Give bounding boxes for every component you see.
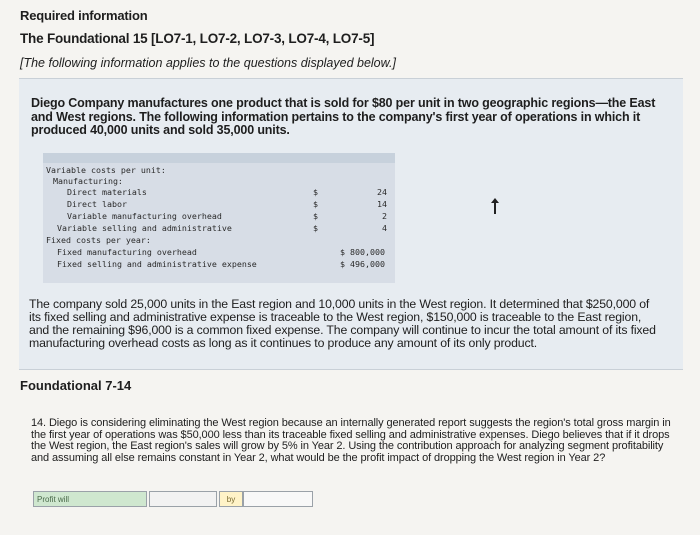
table-row [57, 259, 407, 269]
applies-note: [The following information applies to the questions displayed below.] [20, 56, 396, 70]
dollar-sign: $ [313, 223, 318, 233]
table-row [57, 223, 407, 233]
fixed-costs-heading: Fixed costs per year: [46, 235, 151, 245]
direct-labor-amount: 14 [377, 199, 387, 209]
table-row [67, 199, 407, 209]
fixed-sga-amount: $ 496,000 [340, 259, 385, 269]
variable-mfg-overhead-label: Variable manufacturing overhead [67, 211, 222, 221]
variable-sga-amount: 4 [382, 223, 387, 233]
variable-mfg-overhead-amount: 2 [382, 211, 387, 221]
direct-labor-label: Direct labor [67, 199, 127, 209]
direct-materials-label: Direct materials [67, 187, 147, 197]
fixed-sga-label: Fixed selling and administrative expense [57, 259, 257, 269]
table-row [67, 187, 407, 197]
foundational-heading: Foundational 7-14 [20, 378, 132, 393]
manufacturing-heading: Manufacturing: [53, 176, 123, 186]
fixed-mfg-overhead-amount: $ 800,000 [340, 247, 385, 257]
dollar-sign: $ [313, 199, 318, 209]
variable-sga-label: Variable selling and administrative [57, 223, 232, 233]
direct-materials-amount: 24 [377, 187, 387, 197]
by-label: by [219, 491, 243, 507]
table-row [57, 247, 407, 257]
profit-will-label: Profit will [33, 491, 147, 507]
information-box [19, 78, 683, 370]
mouse-cursor-icon [490, 198, 500, 214]
question-text: 14. Diego is considering eliminating the West region because an internally generated report suggests the region's total gross margin in the first year of operations was $50,000 less than its traceable fixed selling and administrative expenses. Diego believes that if it drops the West region, the East region's sales will grow by 5% in Year 2. Using the contribution approach for analyzing segment profitability and assuming all else remains constant in Year 2, what would be the profit impact of dropping the West region in Year 2? [31, 417, 671, 464]
dollar-sign: $ [313, 211, 318, 221]
cost-table [43, 153, 395, 283]
variable-costs-heading: Variable costs per unit: [46, 165, 166, 175]
amount-input[interactable] [243, 491, 313, 507]
fixed-mfg-overhead-label: Fixed manufacturing overhead [57, 247, 197, 257]
increase-decrease-dropdown[interactable] [149, 491, 217, 507]
table-row [67, 211, 407, 221]
answer-row [33, 491, 313, 509]
intro-paragraph: Diego Company manufactures one product that is sold for $80 per unit in two geographic regions—the East and West regions. The following information pertains to the company's first year of operations in which it produced 40,000 units and sold 35,000 units. [31, 96, 656, 137]
required-information-heading: Required information [20, 8, 148, 23]
problem-title: The Foundational 15 [LO7-1, LO7-2, LO7-3, LO7-4, LO7-5] [20, 31, 375, 46]
dollar-sign: $ [313, 187, 318, 197]
region-paragraph: The company sold 25,000 units in the East region and 10,000 units in the West region. It determined that $250,000 of its fixed selling and administrative expense is traceable to the West region, $150,000 is traceable to the East region, and the remaining $96,000 is a common fixed expense. The company will continue to incur the total amount of its fixed manufacturing overhead costs as long as it continues to produce any amount of its only product. [29, 297, 656, 350]
